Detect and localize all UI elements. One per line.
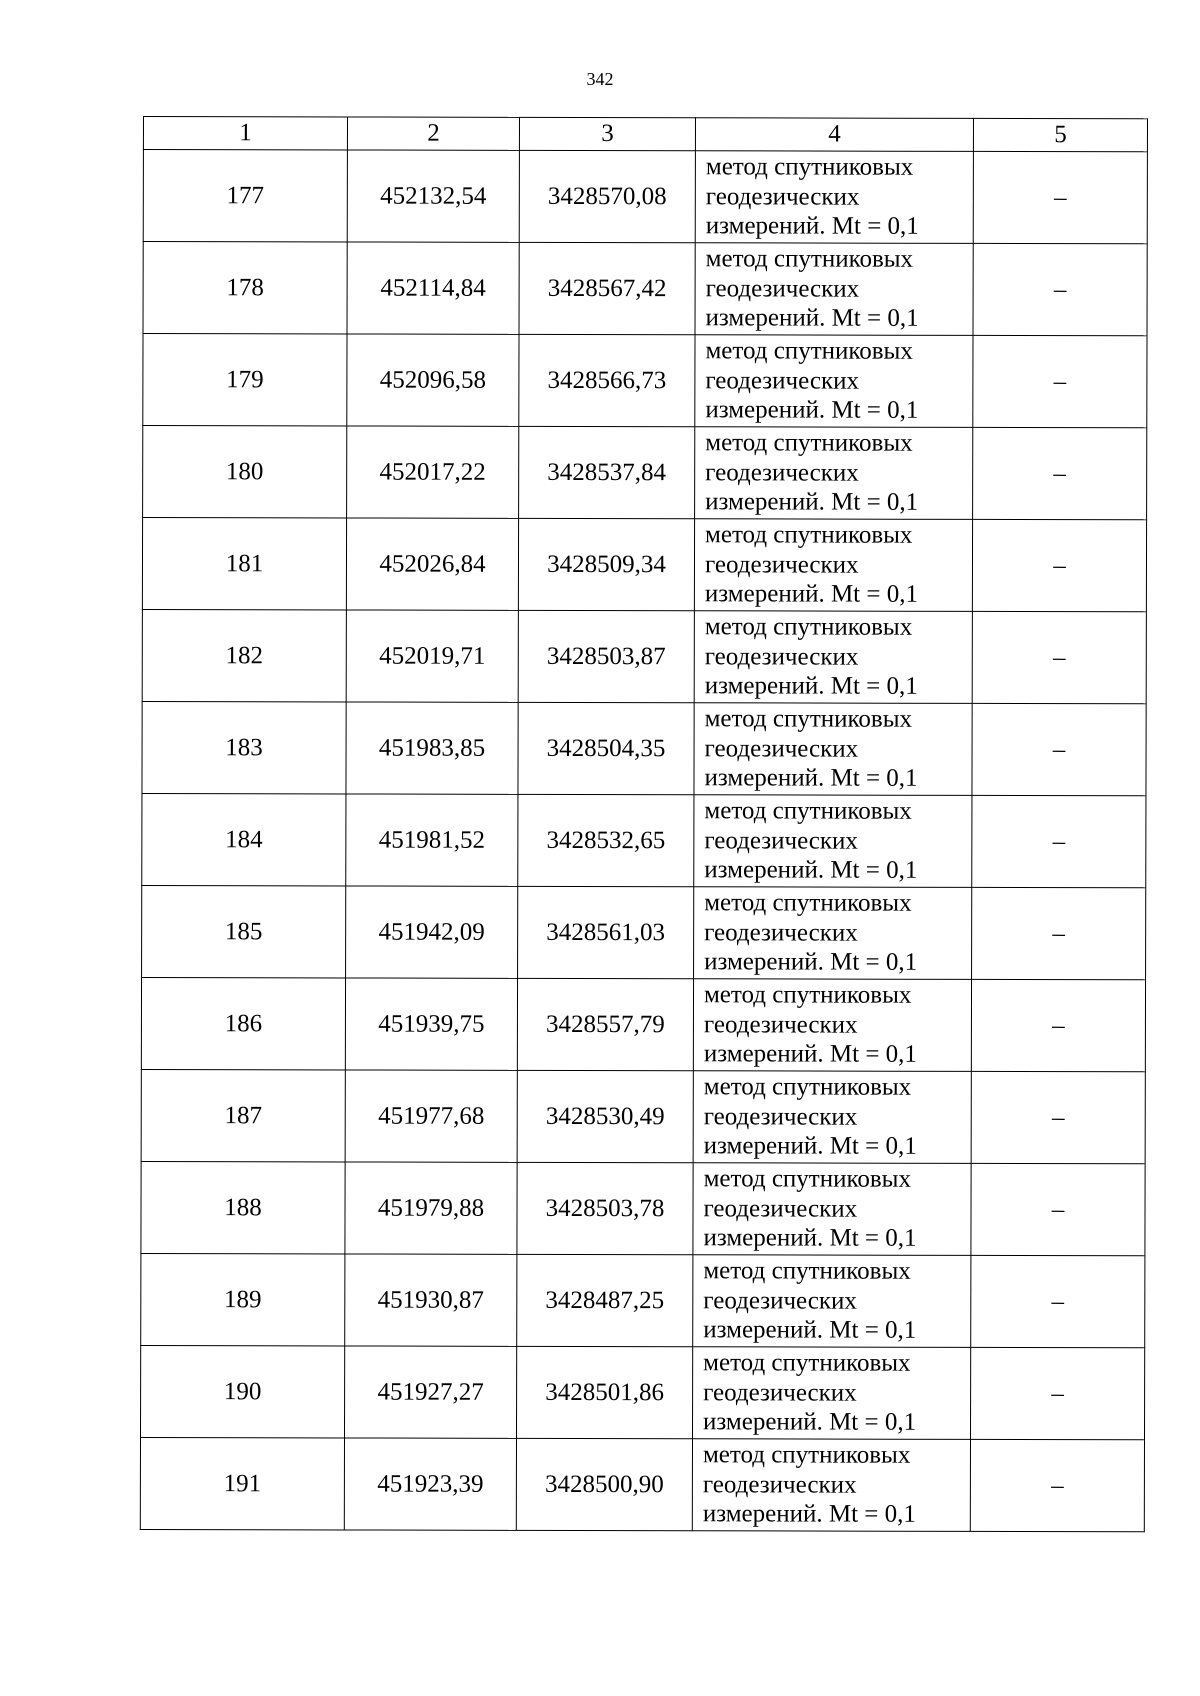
method-line: измерений. Mt = 0,1 (705, 212, 919, 241)
table-row (142, 609, 1146, 703)
column-header-2: 2 (347, 117, 519, 150)
method-line: метод спутниковых (705, 245, 914, 273)
method-line: геодезических (704, 735, 859, 763)
note-cell: – (971, 1255, 1145, 1347)
y-coordinate-cell: 3428503,87 (518, 610, 694, 702)
y-coordinate-cell: 3428557,79 (517, 978, 693, 1070)
method-line: геодезических (704, 919, 858, 947)
y-coordinate-cell: 3428530,49 (517, 1070, 693, 1162)
header-row (143, 117, 1147, 152)
coordinates-table (140, 116, 1148, 1532)
method-line: метод спутниковых (705, 153, 914, 181)
x-coordinate-cell: 451939,75 (345, 978, 517, 1070)
method-cell (695, 335, 973, 428)
method-line: геодезических (703, 1103, 858, 1131)
note-cell: – (973, 335, 1147, 427)
method-line: геодезических (703, 1379, 857, 1407)
y-coordinate-cell: 3428570,08 (519, 150, 695, 242)
method-line: геодезических (704, 827, 858, 855)
note-cell: – (970, 1347, 1144, 1439)
table-row (141, 1253, 1145, 1347)
method-line: измерений. Mt = 0,1 (705, 488, 919, 517)
method-cell (694, 519, 972, 612)
y-coordinate-cell: 3428500,90 (516, 1438, 692, 1530)
method-cell (694, 887, 972, 980)
table-row (142, 701, 1146, 795)
method-line: геодезических (703, 1287, 857, 1315)
method-cell (693, 1347, 971, 1440)
method-cell (693, 1163, 971, 1256)
note-cell: – (971, 979, 1145, 1071)
method-cell (694, 703, 972, 796)
point-number-cell: 189 (141, 1253, 345, 1345)
method-line: геодезических (702, 1471, 857, 1499)
method-line: измерений. Mt = 0,1 (704, 948, 918, 977)
method-line: метод спутниковых (703, 1073, 912, 1101)
y-coordinate-cell: 3428487,25 (517, 1254, 693, 1346)
y-coordinate-cell: 3428503,78 (517, 1162, 693, 1254)
method-line: геодезических (705, 367, 860, 395)
x-coordinate-cell: 451930,87 (345, 1254, 517, 1346)
x-coordinate-cell: 451977,68 (345, 1070, 517, 1162)
method-cell (695, 427, 973, 520)
x-coordinate-cell: 452132,54 (347, 150, 519, 242)
method-line: измерений. Mt = 0,1 (703, 1316, 917, 1345)
x-coordinate-cell: 451979,88 (345, 1162, 517, 1254)
point-number-cell: 191 (140, 1437, 344, 1529)
table-row (141, 977, 1145, 1071)
y-coordinate-cell: 3428504,35 (518, 702, 694, 794)
table-row (142, 793, 1146, 887)
method-cell (695, 151, 973, 244)
method-line: метод спутниковых (703, 1165, 912, 1193)
table-row (141, 1161, 1145, 1255)
table-row (141, 1345, 1145, 1439)
column-header-1: 1 (143, 117, 347, 150)
x-coordinate-cell: 451981,52 (346, 794, 518, 886)
method-line: измерений. Mt = 0,1 (704, 672, 918, 701)
method-line: измерений. Mt = 0,1 (704, 764, 918, 793)
method-line: геодезических (703, 1011, 858, 1039)
x-coordinate-cell: 452096,58 (347, 334, 519, 426)
method-cell (693, 1071, 971, 1164)
y-coordinate-cell: 3428566,73 (519, 334, 695, 426)
method-line: геодезических (703, 1195, 858, 1223)
method-line: метод спутниковых (704, 705, 913, 733)
x-coordinate-cell: 452019,71 (346, 610, 518, 702)
point-number-cell: 184 (142, 793, 346, 885)
point-number-cell: 187 (141, 1069, 345, 1161)
method-cell (695, 243, 973, 336)
table-row (142, 885, 1146, 979)
method-line: метод спутниковых (703, 1257, 911, 1285)
x-coordinate-cell: 451923,39 (344, 1438, 516, 1530)
method-line: измерений. Mt = 0,1 (703, 1132, 917, 1161)
method-line: измерений. Mt = 0,1 (705, 304, 919, 333)
point-number-cell: 186 (141, 977, 345, 1069)
point-number-cell: 185 (142, 885, 346, 977)
method-line: измерений. Mt = 0,1 (705, 396, 919, 425)
table-row (142, 518, 1146, 612)
method-line: измерений. Mt = 0,1 (704, 580, 919, 609)
method-cell (693, 1255, 971, 1348)
point-number-cell: 177 (143, 150, 347, 242)
x-coordinate-cell: 452026,84 (346, 518, 518, 610)
method-line: измерений. Mt = 0,1 (703, 1224, 917, 1253)
point-number-cell: 181 (142, 518, 346, 610)
point-number-cell: 178 (143, 242, 347, 334)
note-cell: – (971, 1163, 1145, 1255)
table-row (143, 242, 1147, 336)
method-line: метод спутниковых (704, 889, 912, 917)
method-line: измерений. Mt = 0,1 (704, 856, 918, 885)
y-coordinate-cell: 3428501,86 (517, 1346, 693, 1438)
method-line: метод спутниковых (702, 1441, 911, 1469)
note-cell: – (972, 795, 1146, 887)
method-line: метод спутниковых (703, 981, 912, 1009)
note-cell: – (973, 427, 1147, 519)
method-line: метод спутниковых (704, 797, 912, 825)
x-coordinate-cell: 451983,85 (346, 702, 518, 794)
note-cell: – (972, 611, 1146, 703)
y-coordinate-cell: 3428537,84 (519, 426, 695, 518)
method-line: геодезических (705, 183, 860, 211)
method-line: геодезических (704, 643, 859, 671)
column-header-3: 3 (519, 117, 695, 150)
point-number-cell: 183 (142, 701, 346, 793)
method-line: метод спутниковых (705, 337, 913, 365)
point-number-cell: 179 (143, 334, 347, 426)
method-line: метод спутниковых (703, 1349, 911, 1377)
method-line: метод спутниковых (705, 429, 913, 457)
table-row (143, 426, 1147, 520)
y-coordinate-cell: 3428532,65 (518, 794, 694, 886)
table-row (143, 150, 1147, 244)
page-number: 342 (586, 69, 614, 89)
point-number-cell: 188 (141, 1161, 345, 1253)
column-header-5: 5 (973, 118, 1147, 151)
method-line: геодезических (705, 275, 860, 303)
method-cell (693, 979, 971, 1072)
x-coordinate-cell: 452114,84 (347, 242, 519, 334)
table-body (140, 150, 1147, 1532)
x-coordinate-cell: 451927,27 (345, 1346, 517, 1438)
method-cell (692, 1439, 970, 1532)
table-row (140, 1437, 1144, 1531)
x-coordinate-cell: 451942,09 (346, 886, 518, 978)
method-line: геодезических (704, 551, 859, 579)
method-line: метод спутниковых (705, 521, 913, 549)
method-cell (694, 795, 972, 888)
point-number-cell: 182 (142, 609, 346, 701)
note-cell: – (972, 887, 1146, 979)
note-cell: – (972, 519, 1146, 611)
y-coordinate-cell: 3428561,03 (518, 886, 694, 978)
note-cell: – (971, 1071, 1145, 1163)
x-coordinate-cell: 452017,22 (347, 426, 519, 518)
y-coordinate-cell: 3428509,34 (518, 518, 694, 610)
note-cell: – (973, 243, 1147, 335)
note-cell: – (972, 703, 1146, 795)
note-cell: – (973, 151, 1147, 243)
table-header (143, 117, 1147, 152)
point-number-cell: 190 (141, 1345, 345, 1437)
method-line: геодезических (705, 459, 859, 487)
method-line: измерений. Mt = 0,1 (702, 1500, 916, 1529)
table-row (143, 334, 1147, 428)
method-line: измерений. Mt = 0,1 (703, 1408, 917, 1437)
y-coordinate-cell: 3428567,42 (519, 242, 695, 334)
table-row (141, 1069, 1145, 1163)
column-header-4: 4 (695, 118, 973, 152)
method-line: метод спутниковых (704, 613, 913, 641)
note-cell: – (970, 1439, 1144, 1531)
point-number-cell: 180 (143, 426, 347, 518)
method-cell (694, 611, 972, 704)
method-line: измерений. Mt = 0,1 (703, 1040, 917, 1069)
